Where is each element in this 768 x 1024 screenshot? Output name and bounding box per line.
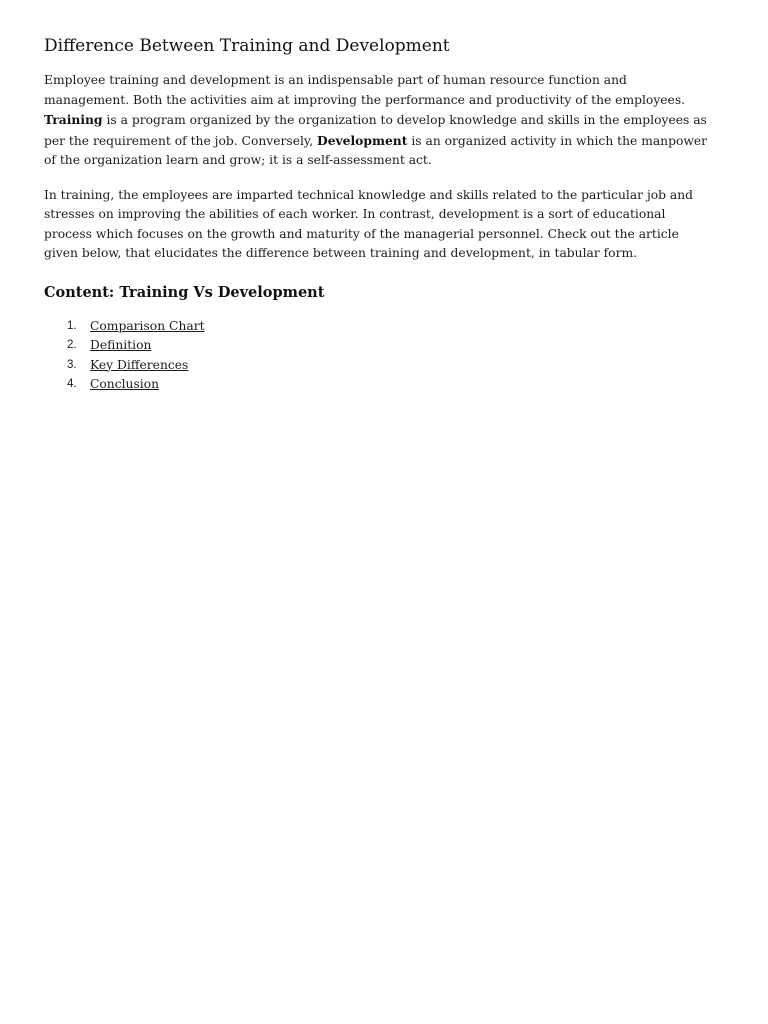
toc-number: 4.	[67, 378, 77, 390]
second-paragraph: In training, the employees are imparted technical knowledge and skills related to the particular job and stresses on improving the abilities of each worker. In contrast, development is a sort of educational process which focuses on the growth and maturity of the managerial personnel. Check out the article given below, that elucidates the difference between training and development, in tabular form.	[44, 187, 694, 260]
toc-link-definition[interactable]: Definition	[90, 338, 152, 352]
toc-link-conclusion[interactable]: Conclusion	[90, 377, 160, 391]
term-training: Training	[44, 112, 103, 127]
content-heading: Content: Training Vs Development	[44, 283, 325, 301]
intro-text-1: Employee training and development is an indispensable part of human resource function and management. Both the activities aim at improving the performance and productivity of the employees.	[44, 73, 686, 107]
intro-text-2: is a program organized by the organization to develop knowledge and skills in the employees as per the requirement of the job. Conversely,	[44, 113, 707, 148]
intro-text-3: is an organized activity in which the manpower of the organization learn and grow; it is a self-assessment act.	[44, 133, 708, 167]
toc-item-comparison-chart	[67, 317, 714, 337]
toc-number: 2.	[67, 339, 77, 351]
page-title: Difference Between Training and Development	[44, 36, 450, 56]
term-development: Development	[317, 132, 408, 148]
toc-item-key-differences	[67, 356, 714, 376]
toc-number: 1.	[67, 319, 77, 332]
toc-item-conclusion	[67, 375, 714, 395]
intro-paragraph	[44, 71, 714, 171]
document-page	[44, 34, 714, 395]
toc-item-definition	[67, 336, 714, 356]
table-of-contents	[44, 317, 714, 395]
toc-link-key-differences[interactable]: Key Differences	[90, 357, 189, 372]
toc-number: 3.	[67, 358, 77, 371]
toc-link-comparison-chart[interactable]: Comparison Chart	[90, 318, 205, 333]
